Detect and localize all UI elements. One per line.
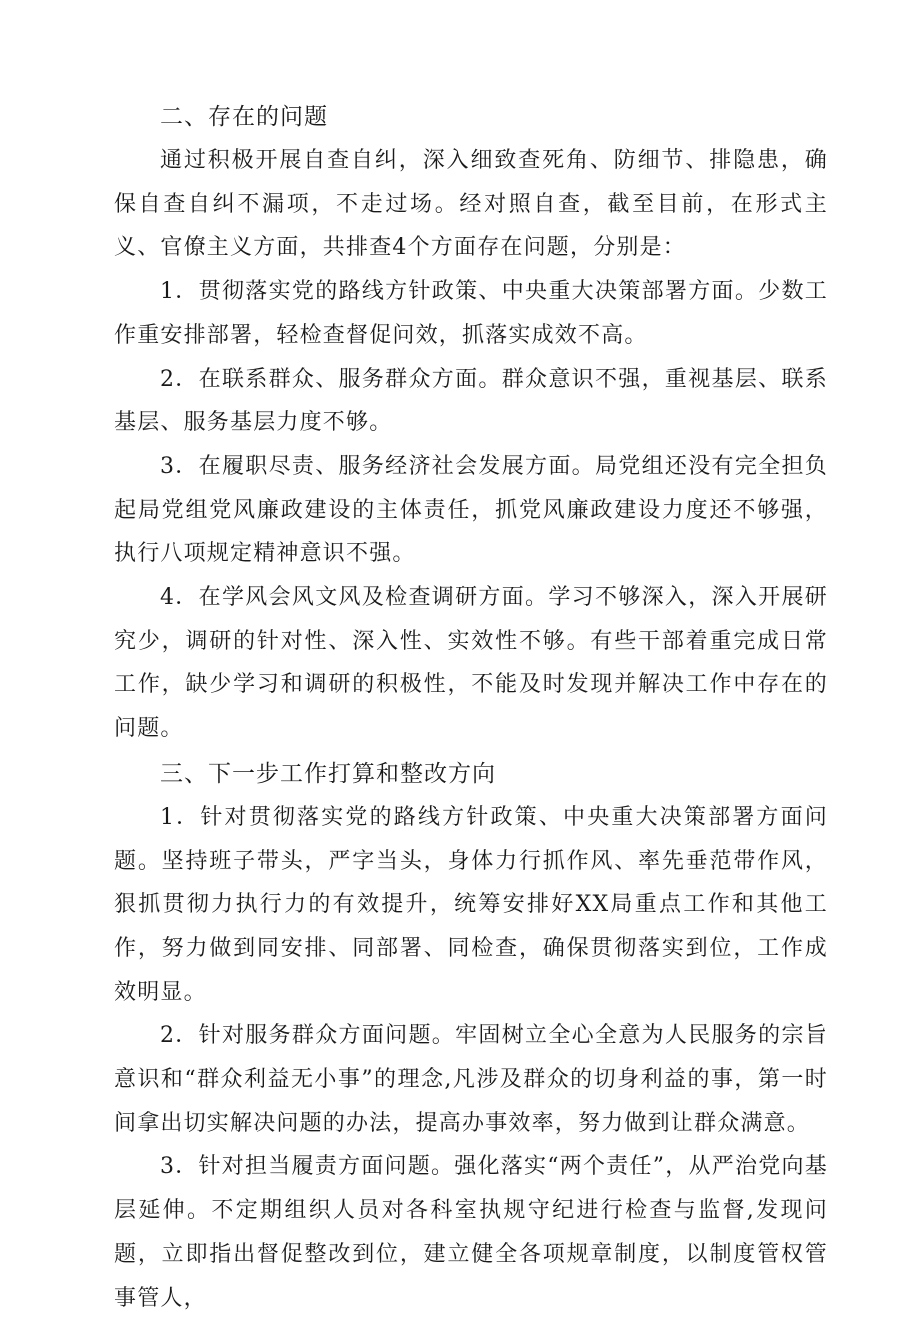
next-step-item-1: 1．针对贯彻落实党的路线方针政策、中央重大决策部署方面问题。坚持班子带头，严字当头，身体力行抓作风、率先垂范带作风，狠抓贯彻力执行力的有效提升，统筹安排好XX局重点工作和其他工作，努力做到同安排、同部署、同检查，确保贯彻落实到位，工作成效明显。: [114, 804, 828, 1005]
section-intro-paragraph: 通过积极开展自查自纠，深入细致查死角、防细节、排隐患，确保自查自纠不漏项，不走过场。经对照自查，截至目前，在形式主义、官僚主义方面，共排查4个方面存在问题，分别是：: [114, 148, 828, 261]
problem-item-2: 2．在联系群众、服务群众方面。群众意识不强，重视基层、联系基层、服务基层力度不够。: [114, 366, 828, 436]
problem-item-4: 4．在学风会风文风及检查调研方面。学习不够深入，深入开展研究少，调研的针对性、深入性、实效性不够。有些干部着重完成日常工作，缺少学习和调研的积极性，不能及时发现并解决工作中存在的问题。: [114, 585, 828, 742]
problem-item-1: 1．贯彻落实党的路线方针政策、中央重大决策部署方面。少数工作重安排部署，轻检查督促问效，抓落实成效不高。: [114, 279, 828, 348]
next-step-item-2: 2．针对服务群众方面问题。牢固树立全心全意为人民服务的宗旨意识和“群众利益无小事”的理念,凡涉及群众的切身利益的事，第一时间拿出切实解决问题的办法，提高办事效率，努力做到让群众满意。: [114, 1023, 828, 1136]
problem-item-3: 3．在履职尽责、服务经济社会发展方面。局党组还没有完全担负起局党组党风廉政建设的主体责任，抓党风廉政建设力度还不够强，执行八项规定精神意识不强。: [114, 453, 828, 567]
section-heading-problems: 二、存在的问题: [160, 104, 328, 130]
section-heading-next-steps: 三、下一步工作打算和整改方向: [160, 760, 496, 787]
next-step-item-3: 3．针对担当履责方面问题。强化落实“两个责任”，从严治党向基层延伸。不定期组织人员对各科室执规守纪进行检查与监督,发现问题，立即指出督促整改到位，建立健全各项规章制度，以制度管权管事管人，: [114, 1154, 828, 1311]
